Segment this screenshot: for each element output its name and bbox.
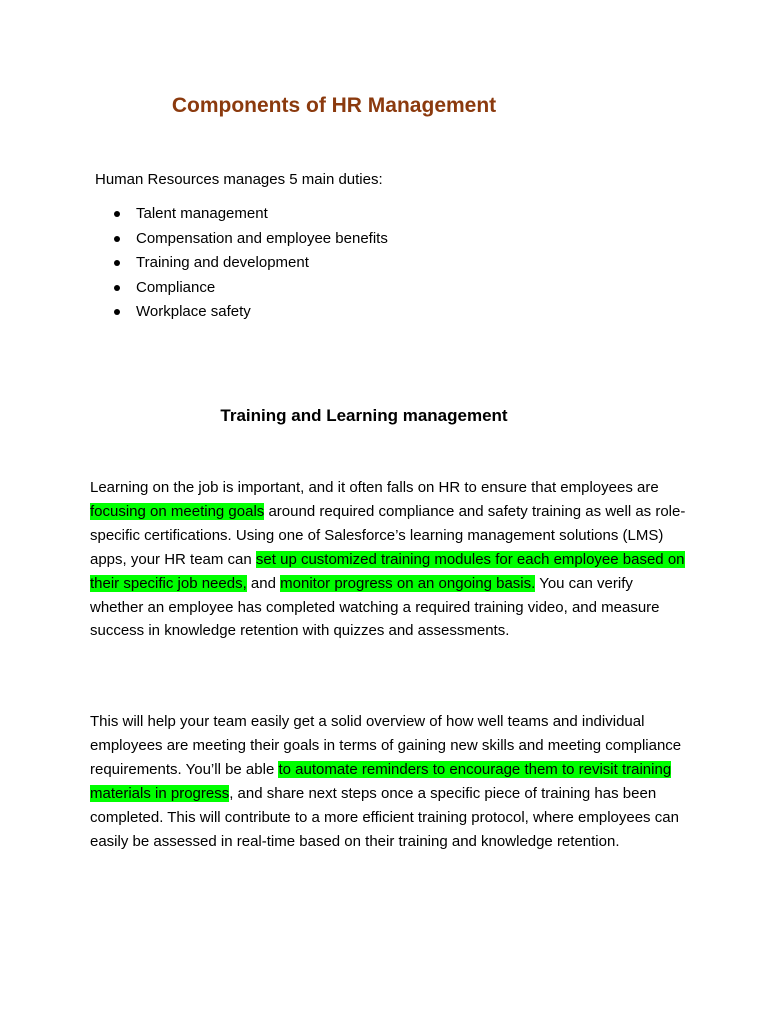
list-item: [108, 204, 388, 229]
list-item: [108, 302, 388, 327]
text-run: and: [246, 574, 281, 592]
section-heading: Training and Learning management: [220, 406, 508, 425]
list-item: [108, 253, 388, 278]
paragraph-overview: [90, 710, 690, 853]
duty-label: Workplace safety: [136, 303, 251, 321]
text-run: around required compliance and safety training as well as role-specific certifications. Using one of Salesforce’s learning management solutions (LMS) apps, your HR team can: [90, 502, 686, 568]
text-run: You can verify whether an employee has completed watching a required training video, and measure success in knowledge retention with quizzes and assessments.: [90, 574, 660, 640]
duty-label: Training and development: [136, 254, 309, 272]
text-run: Learning on the job is important, and it often falls on HR to ensure that employees are: [90, 479, 659, 496]
paragraph-lms: [90, 476, 690, 643]
bullet-icon: [114, 236, 120, 242]
highlighted-text: to automate reminders to encourage them to revisit training materials in progress: [90, 760, 672, 802]
bullet-icon: [114, 260, 120, 266]
duty-label: Compliance: [136, 278, 216, 296]
highlighted-text: focusing on meeting goals: [90, 502, 265, 520]
highlighted-text: set up customized training modules for each employee based on their specific job needs,: [90, 550, 685, 592]
duties-list: [108, 204, 388, 327]
text-run: , and share next steps once a specific piece of training has been completed. This will contribute to a more efficient training protocol, where employees can easily be assessed in real-time based on their training and knowledge retention.: [90, 784, 679, 850]
duty-label: Compensation and employee benefits: [136, 229, 388, 247]
bullet-icon: [114, 211, 120, 217]
bullet-icon: [114, 309, 120, 315]
text-run: This will help your team easily get a solid overview of how well teams and individual employees are meeting their goals in terms of gaining new skills and meeting compliance requirements. You’ll be able: [90, 713, 682, 778]
intro-text: Human Resources manages 5 main duties:: [95, 171, 383, 188]
duty-label: Talent management: [136, 205, 268, 222]
page-title: Components of HR Management: [171, 94, 497, 117]
bullet-icon: [114, 285, 120, 291]
list-item: [108, 278, 388, 303]
highlighted-text: monitor progress on an ongoing basis.: [280, 574, 536, 592]
list-item: [108, 229, 388, 254]
